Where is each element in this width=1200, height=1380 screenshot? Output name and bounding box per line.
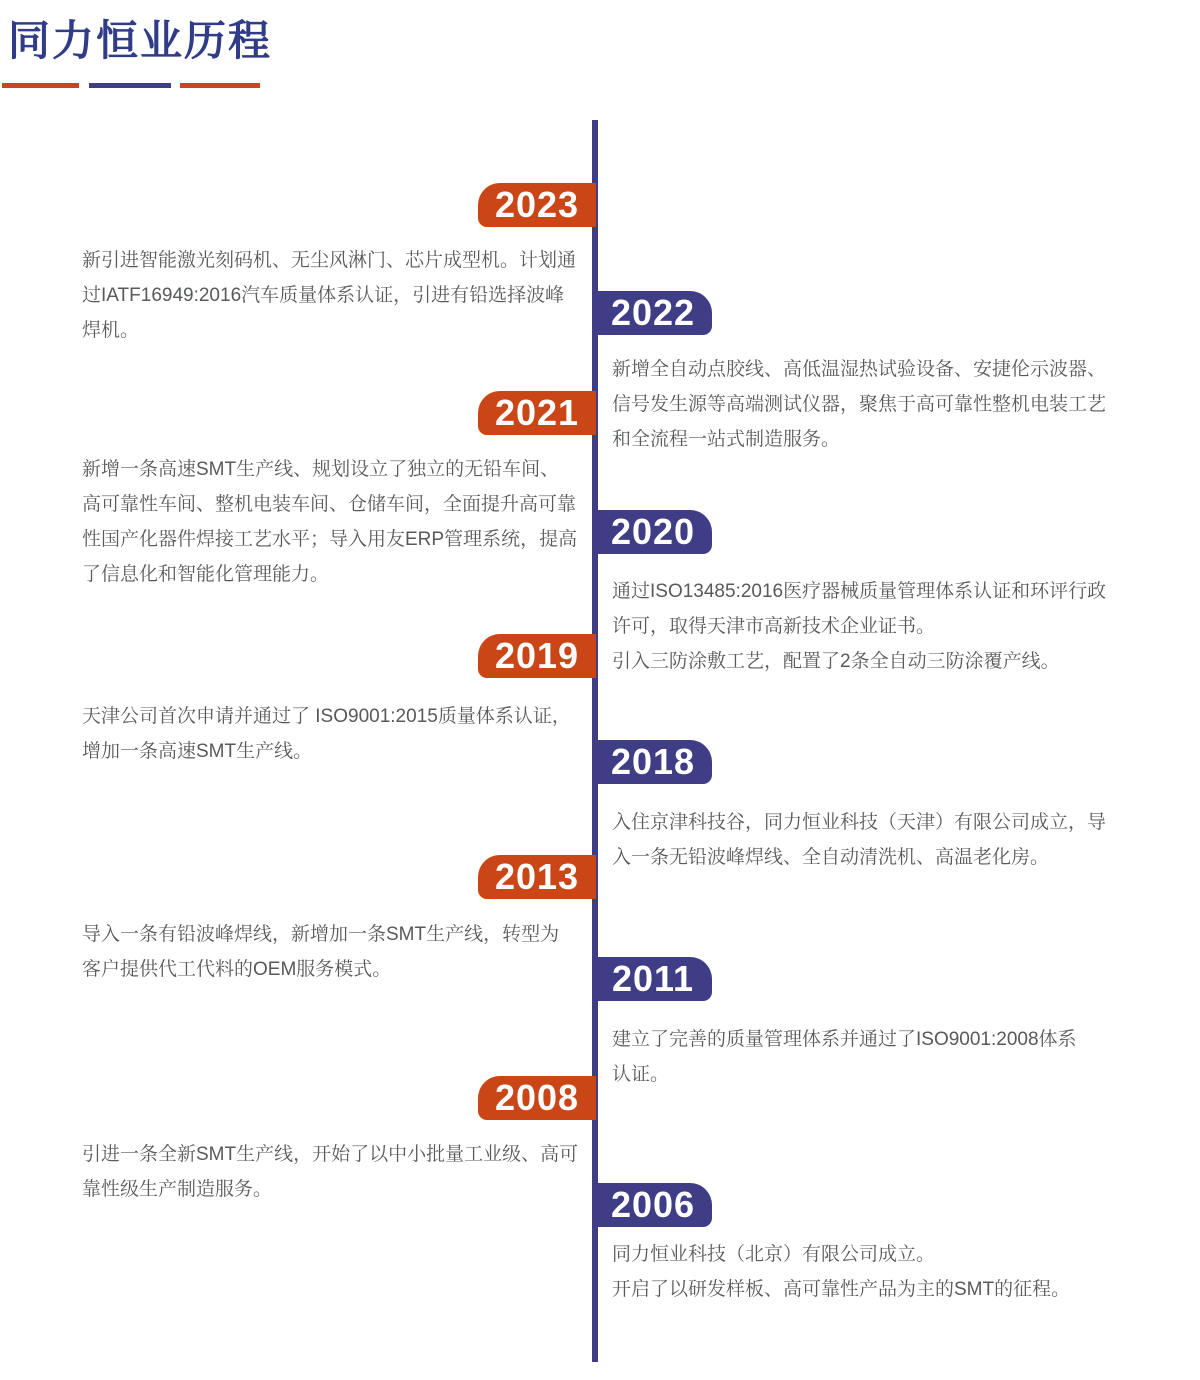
year-label: 2020	[610, 511, 696, 552]
event-description-2022	[612, 352, 1144, 457]
year-label: 2013	[494, 856, 580, 897]
event-description-line: 增加一条高速SMT生产线。	[82, 741, 313, 762]
event-description-line: 信号发生源等高端测试仪器，聚焦于高可靠性整机电装工艺	[612, 394, 1107, 415]
event-description-2019	[82, 699, 594, 769]
event-description-line: 导入一条有铅波峰焊线，新增加一条SMT生产线，转型为	[82, 924, 560, 945]
year-badge-2018	[594, 740, 712, 784]
year-label: 2023	[494, 184, 580, 225]
event-description-line: 过IATF16949:2016汽车质量体系认证，引进有铅选择波峰	[82, 285, 565, 306]
event-description-line: 许可，取得天津市高新技术企业证书。	[612, 616, 936, 637]
event-description-line: 了信息化和智能化管理能力。	[82, 564, 330, 585]
year-badge-2021	[478, 391, 596, 435]
year-badge-2020	[594, 510, 712, 554]
event-description-line: 新增一条高速SMT生产线、规划设立了独立的无铅车间、	[82, 459, 560, 480]
year-badge-2019	[478, 634, 596, 678]
event-description-line: 新引进智能激光刻码机、无尘风淋门、芯片成型机。计划通	[82, 250, 577, 271]
year-label: 2011	[611, 958, 695, 999]
event-description-line: 天津公司首次申请并通过了 ISO9001:2015质量体系认证，	[82, 706, 571, 727]
title-underline-bar-orange-1	[2, 83, 79, 88]
event-description-line: 开启了以研发样板、高可靠性产品为主的SMT的征程。	[612, 1279, 1071, 1300]
event-description-line: 认证。	[612, 1064, 670, 1085]
year-badge-2006	[594, 1183, 712, 1227]
event-description-line: 引进一条全新SMT生产线，开始了以中小批量工业级、高可	[82, 1144, 579, 1165]
title-underline-bar-orange-2	[180, 83, 260, 88]
year-badge-2023	[478, 183, 596, 227]
event-description-2023	[82, 243, 594, 348]
year-label: 2018	[610, 741, 696, 782]
year-badge-2022	[594, 291, 712, 335]
event-description-line: 焊机。	[82, 320, 140, 341]
event-description-line: 性国产化器件焊接工艺水平；导入用友ERP管理系统，提高	[82, 529, 578, 550]
page-title: 同力恒业历程	[8, 17, 273, 64]
year-label: 2006	[610, 1184, 696, 1225]
year-label: 2019	[494, 635, 580, 676]
title-underline-bar-navy	[89, 83, 171, 88]
event-description-2021	[82, 452, 594, 592]
event-description-line: 通过ISO13485:2016医疗器械质量管理体系认证和环评行政	[612, 581, 1107, 602]
year-label: 2021	[494, 392, 580, 433]
event-description-line: 引入三防涂敷工艺，配置了2条全自动三防涂覆产线。	[612, 651, 1060, 672]
year-badge-2013	[478, 855, 596, 899]
event-description-line: 高可靠性车间、整机电装车间、仓储车间，全面提升高可靠	[82, 494, 577, 515]
event-description-2020	[612, 574, 1144, 679]
event-description-2006	[612, 1237, 1144, 1307]
event-description-2013	[82, 917, 594, 987]
event-description-line: 建立了完善的质量管理体系并通过了ISO9001:2008体系	[612, 1029, 1077, 1050]
event-description-line: 和全流程一站式制造服务。	[612, 429, 841, 450]
year-label: 2008	[494, 1077, 580, 1118]
event-description-line: 同力恒业科技（北京）有限公司成立。	[612, 1244, 936, 1265]
year-badge-2008	[478, 1076, 596, 1120]
event-description-line: 入一条无铅波峰焊线、全自动清洗机、高温老化房。	[612, 847, 1050, 868]
event-description-line: 新增全自动点胶线、高低温湿热试验设备、安捷伦示波器、	[612, 359, 1107, 380]
event-description-2011	[612, 1022, 1144, 1092]
event-description-line: 入住京津科技谷，同力恒业科技（天津）有限公司成立，导	[612, 812, 1107, 833]
year-badge-2011	[594, 957, 712, 1001]
year-label: 2022	[610, 292, 696, 333]
event-description-2018	[612, 805, 1144, 875]
event-description-line: 客户提供代工代料的OEM服务模式。	[82, 959, 392, 980]
event-description-2008	[82, 1137, 594, 1207]
event-description-line: 靠性级生产制造服务。	[82, 1179, 273, 1200]
